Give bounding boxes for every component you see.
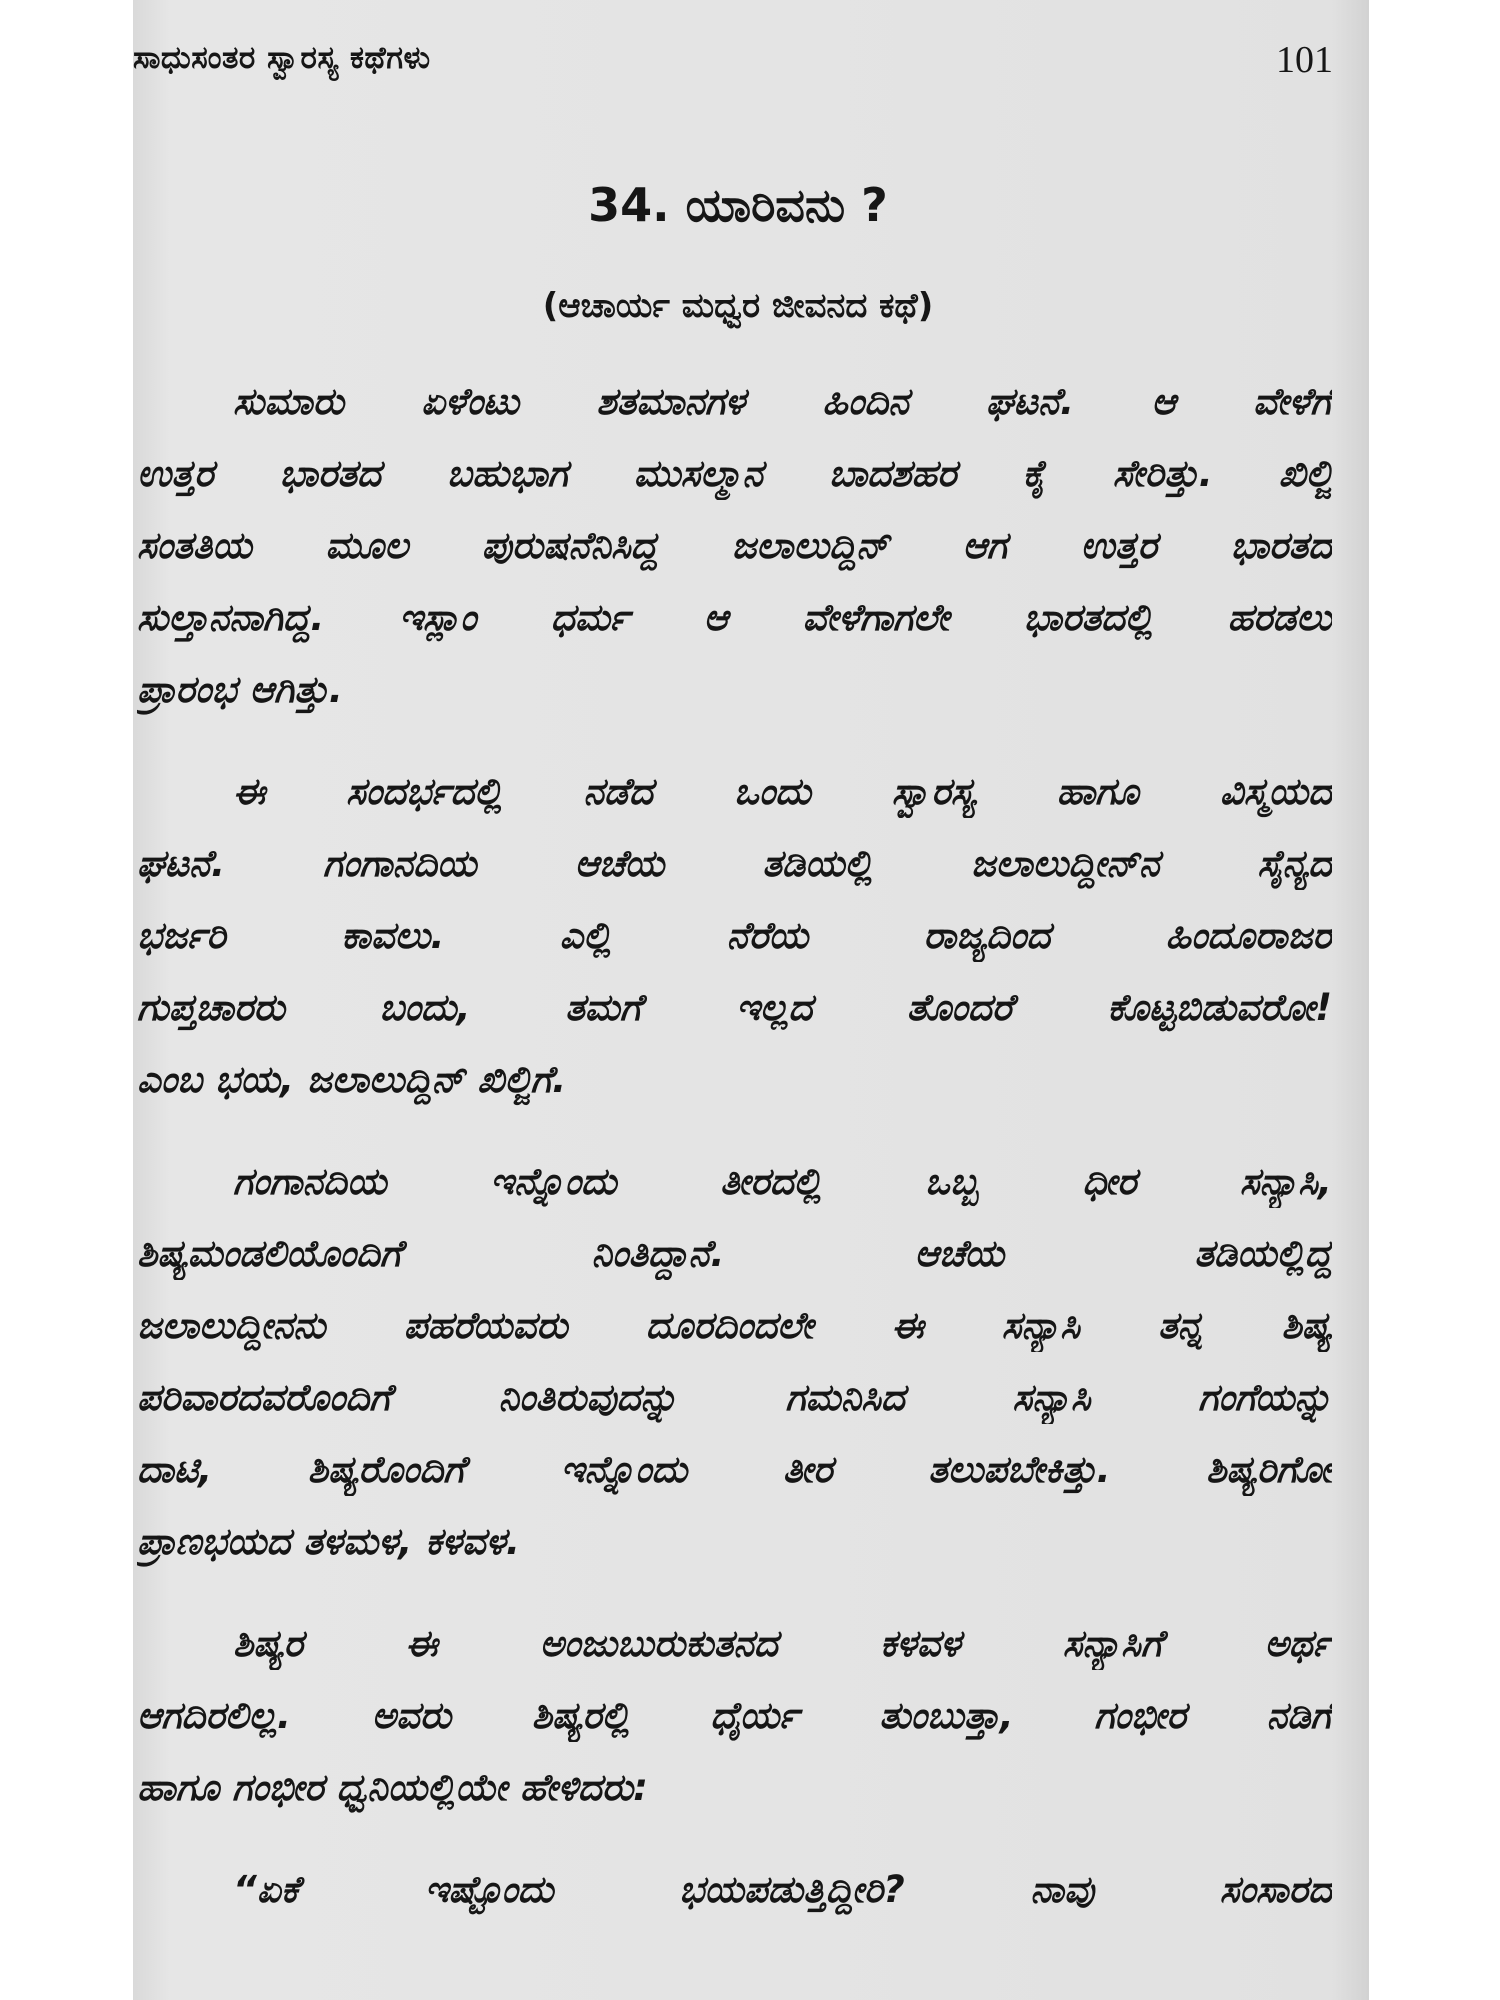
text-line: ಎಂಬ ಭಯ, ಜಲಾಲುದ್ದಿನ್ ಖಿಲ್ಜಿಗೆ. [137,1058,567,1101]
text-line: ಜಲಾಲುದ್ದೀನನು ಪಹರೆಯವರು ದೂರದಿಂದಲೇ ಈ ಸನ್ಯಾಸಿ ತನ್ನ ಶಿಷ್ಯ [137,1304,1332,1347]
text-line: ಈ ಸಂದರ್ಭದಲ್ಲಿ ನಡೆದ ಒಂದು ಸ್ವಾರಸ್ಯ ಹಾಗೂ ವಿಸ್ಮಯದ [233,770,1332,813]
text-line: ಸಂತತಿಯ ಮೂಲ ಪುರುಷನೆನಿಸಿದ್ದ ಜಲಾಲುದ್ದಿನ್ ಆಗ ಉತ್ತರ ಭಾರತದ [137,524,1332,567]
book-page [133,0,1369,2000]
text-line: ಶಿಷ್ಯರ ಈ ಅಂಜುಬುರುಕುತನದ ಕಳವಳ ಸನ್ಯಾಸಿಗೆ ಅರ್ಥ [233,1622,1332,1665]
chapter-subtitle: (ಆಚಾರ್ಯ ಮಧ್ವರ ಜೀವನದ ಕಥೆ) [542,286,934,326]
text-line: ಭರ್ಜರಿ ಕಾವಲು. ಎಲ್ಲಿ ನೆರೆಯ ರಾಜ್ಯದಿಂದ ಹಿಂದೂರಾಜರ [137,914,1332,957]
text-line: “ಏಕೆ ಇಷ್ಟೊಂದು ಭಯಪಡುತ್ತಿದ್ದೀರಿ? ನಾವು ಸಂಸಾರದ [233,1868,1332,1911]
page-number: 101 [1276,39,1333,81]
text-line: ಸುಮಾರು ಏಳೆಂಟು ಶತಮಾನಗಳ ಹಿಂದಿನ ಘಟನೆ. ಆ ವೇಳೆಗೆ [233,380,1332,423]
text-line: ಗುಪ್ತಚಾರರು ಬಂದು, ತಮಗೆ ಇಲ್ಲದ ತೊಂದರೆ ಕೊಟ್ಟಬಿಡುವರೋ! [137,986,1332,1029]
running-head: ಸಾಧುಸಂತರ ಸ್ವಾರಸ್ಯ ಕಥೆಗಳು [133,40,431,76]
text-line: ಪ್ರಾರಂಭ ಆಗಿತ್ತು. [137,668,343,711]
text-line: ಹಾಗೂ ಗಂಭೀರ ಧ್ವನಿಯಲ್ಲಿಯೇ ಹೇಳಿದರು: [137,1766,648,1809]
text-line: ಗಂಗಾನದಿಯ ಇನ್ನೊಂದು ತೀರದಲ್ಲಿ ಒಬ್ಬ ಧೀರ ಸನ್ಯಾಸಿ, [233,1160,1332,1203]
text-line: ಉತ್ತರ ಭಾರತದ ಬಹುಭಾಗ ಮುಸಲ್ಮಾನ ಬಾದಶಹರ ಕೈ ಸೇರಿತ್ತು. ಖಿಲ್ಜಿ [137,452,1332,495]
text-line: ಪ್ರಾಣಭಯದ ತಳಮಳ, ಕಳವಳ. [137,1520,520,1563]
text-line: ಆಗದಿರಲಿಲ್ಲ. ಅವರು ಶಿಷ್ಯರಲ್ಲಿ ಧೈರ್ಯ ತುಂಬುತ್ತಾ, ಗಂಭೀರ ನಡಿಗೆ [137,1694,1332,1737]
chapter-title: 34. ಯಾರಿವನು ? [588,178,888,232]
text-line: ಪರಿವಾರದವರೊಂದಿಗೆ ನಿಂತಿರುವುದನ್ನು ಗಮನಿಸಿದ ಸನ್ಯಾಸಿ ಗಂಗೆಯನ್ನು [137,1376,1332,1419]
text-line: ಶಿಷ್ಯಮಂಡಲಿಯೊಂದಿಗೆ ನಿಂತಿದ್ದಾನೆ. ಆಚೆಯ ತಡಿಯಲ್ಲಿದ್ದ [137,1232,1332,1275]
text-line: ಘಟನೆ. ಗಂಗಾನದಿಯ ಆಚೆಯ ತಡಿಯಲ್ಲಿ ಜಲಾಲುದ್ದೀನ್‌ನ ಸೈನ್ಯದ [137,842,1332,885]
text-line: ದಾಟಿ, ಶಿಷ್ಯರೊಂದಿಗೆ ಇನ್ನೊಂದು ತೀರ ತಲುಪಬೇಕಿತ್ತು. ಶಿಷ್ಯರಿಗೋ [137,1448,1332,1491]
text-line: ಸುಲ್ತಾನನಾಗಿದ್ದ. ಇಸ್ಲಾಂ ಧರ್ಮ ಆ ವೇಳೆಗಾಗಲೇ ಭಾರತದಲ್ಲಿ ಹರಡಲು [137,596,1332,639]
